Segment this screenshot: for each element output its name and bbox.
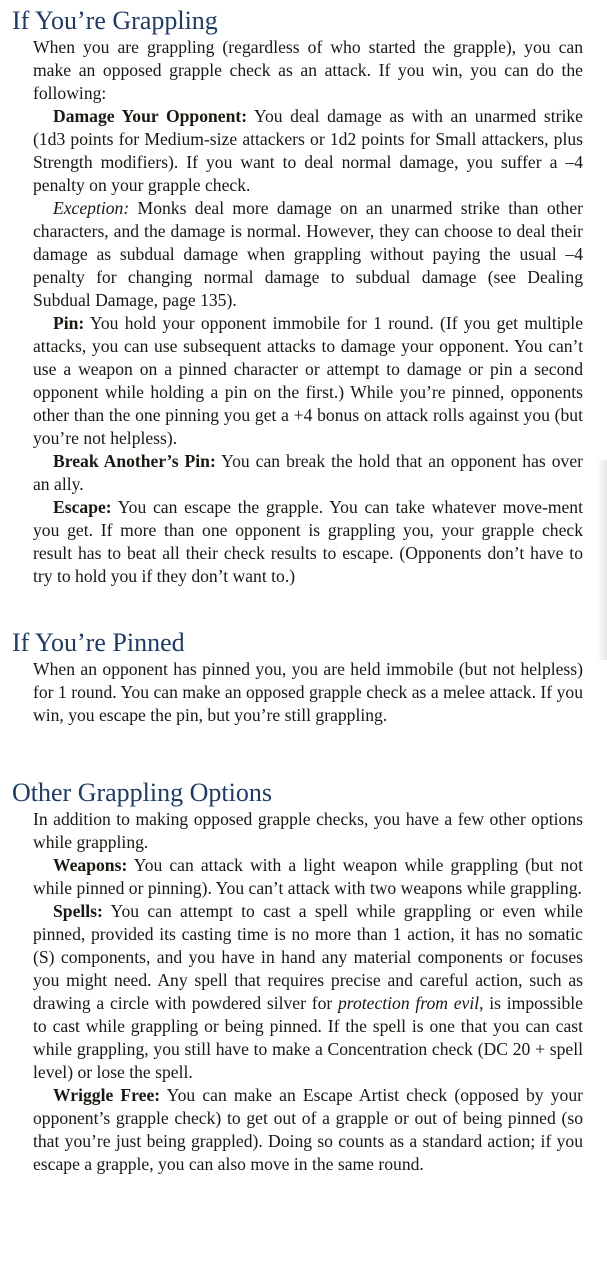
- term-damage-your-opponent: Damage Your Opponent:: [53, 106, 248, 126]
- spell-name-protection-from-evil: protection from evil: [337, 993, 480, 1013]
- paragraph-grappling-intro: When you are grappling (regardless of who started the grapple), you can make an opposed grapple check as an attack. If you win, you can do the following:: [33, 37, 583, 103]
- paragraph-break-anothers-pin: Break Another’s Pin: You can break the hold that an opponent has over an ally.: [33, 451, 584, 494]
- section-grappling-body: [33, 36, 583, 588]
- term-wriggle-free: Wriggle Free:: [53, 1085, 161, 1105]
- heading-if-youre-pinned: If You’re Pinned: [12, 628, 185, 657]
- paragraph-wriggle-free: Wriggle Free: You can make an Escape Artist check (opposed by your opponent’s grapple check) to get out of a grapple or out of being pinned (so that you’re just being grappled). Doing so counts as a standard action; if you escape a grapple, you can also move in the same round.: [33, 1085, 583, 1174]
- paragraph-damage-your-opponent: Damage Your Opponent: You deal damage as with an unarmed strike (1d3 points for Medium-size attackers or 1d2 points for Small attackers, plus Strength modifiers). If you want to deal normal damage, you suffer a –4 penalty on your grapple check.: [33, 106, 583, 195]
- paragraph-options-intro: In addition to making opposed grapple checks, you have a few other options while grappling.: [33, 809, 583, 852]
- section-options-body: [33, 808, 583, 1176]
- paragraph-exception: Exception: Monks deal more damage on an unarmed strike than other characters, and the damage is normal. However, they can choose to deal their damage as subdual damage when grappling without paying the usual –4 penalty for changing normal damage to subdual damage (see Dealing Subdual Damage, page 135).: [33, 198, 583, 310]
- paragraph-escape: Escape: You can escape the grapple. You can take whatever move-ment you get. If more than one opponent is grappling you, your grapple check result has to beat all their check results to escape. (Opponents don’t have to try to hold you if they don’t want to.): [33, 497, 583, 586]
- paragraph-pin: Pin: You hold your opponent immobile for 1 round. (If you get multiple attacks, you can use subsequent attacks to damage your opponent. You can’t use a weapon on a pinned character or attempt to damage or pin a second opponent while holding a pin on the first.) While you’re pinned, opponents other than the one pinning you get a +4 bonus on attack rolls against you (but you’re not helpless).: [33, 313, 583, 448]
- term-escape: Escape:: [53, 497, 112, 517]
- term-weapons: Weapons:: [53, 855, 128, 875]
- paragraph-weapons: Weapons: You can attack with a light weapon while grappling (but not while pinned or pinning). You can’t attack with two weapons while grappling.: [33, 855, 583, 898]
- section-pinned-body: [33, 658, 583, 727]
- term-pin: Pin:: [53, 313, 85, 333]
- paragraph-spells: Spells: You can attempt to cast a spell while grappling or even while pinned, provided its casting time is no more than 1 action, it has no somatic (S) components, and you have in hand any material components or focuses you might need. Any spell that requires precise and careful action, such as drawing a circle with powdered silver for protection from evil, is impossible to cast while grappling or being pinned. If the spell is one that you can cast while grappling, you still have to make a Concentration check (DC 20 + spell level) or lose the spell.: [33, 901, 583, 1082]
- term-break-anothers-pin: Break Another’s Pin:: [53, 451, 216, 471]
- term-exception: Exception:: [53, 198, 130, 218]
- heading-other-grappling-options: Other Grappling Options: [12, 778, 272, 807]
- heading-if-youre-grappling: If You’re Grappling: [12, 6, 218, 35]
- paragraph-pinned-intro: When an opponent has pinned you, you are held immobile (but not helpless) for 1 round. You can make an opposed grapple check as a melee attack. If you win, you escape the pin, but you’re still grappling.: [33, 659, 583, 725]
- term-spells: Spells:: [53, 901, 103, 921]
- page-edge-shadow: [597, 460, 607, 660]
